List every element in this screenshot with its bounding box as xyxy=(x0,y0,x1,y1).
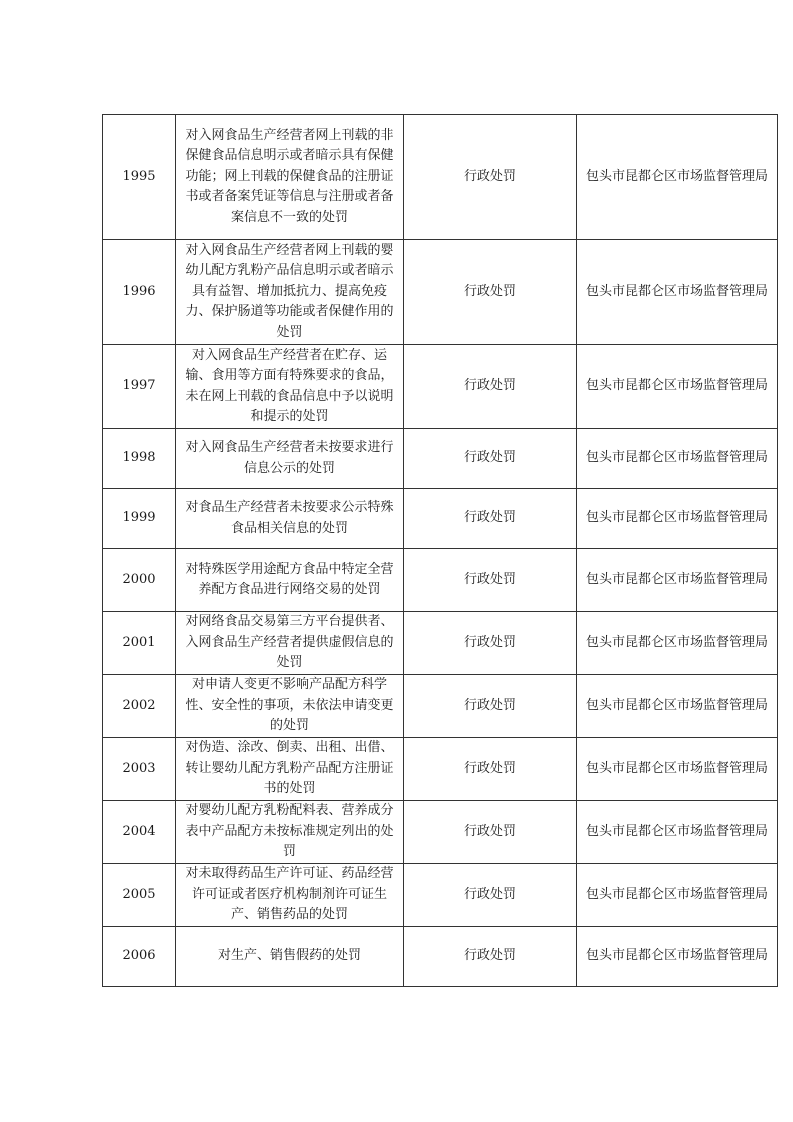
row-number: 2001 xyxy=(103,612,176,675)
item-name: 对未取得药品生产许可证、药品经营许可证或者医疗机构制剂许可证生产、销售药品的处罚 xyxy=(176,864,404,927)
row-number: 2004 xyxy=(103,801,176,864)
row-number: 2002 xyxy=(103,675,176,738)
table-row xyxy=(103,429,778,489)
table-row xyxy=(103,675,778,738)
department: 包头市昆都仑区市场监督管理局 xyxy=(577,927,778,987)
item-type: 行政处罚 xyxy=(404,675,577,738)
item-type: 行政处罚 xyxy=(404,115,577,240)
department: 包头市昆都仑区市场监督管理局 xyxy=(577,738,778,801)
department: 包头市昆都仑区市场监督管理局 xyxy=(577,115,778,240)
department: 包头市昆都仑区市场监督管理局 xyxy=(577,675,778,738)
row-number: 2006 xyxy=(103,927,176,987)
row-number: 1995 xyxy=(103,115,176,240)
item-name: 对入网食品生产经营者网上刊载的婴幼儿配方乳粉产品信息明示或者暗示具有益智、增加抵抗力、提高免疫力、保护肠道等功能或者保健作用的处罚 xyxy=(176,240,404,345)
table-row xyxy=(103,115,778,240)
item-type: 行政处罚 xyxy=(404,549,577,612)
item-name: 对网络食品交易第三方平台提供者、入网食品生产经营者提供虚假信息的处罚 xyxy=(176,612,404,675)
item-name: 对婴幼儿配方乳粉配料表、营养成分表中产品配方未按标准规定列出的处罚 xyxy=(176,801,404,864)
item-name: 对入网食品生产经营者未按要求进行信息公示的处罚 xyxy=(176,429,404,489)
table-row xyxy=(103,240,778,345)
row-number: 1998 xyxy=(103,429,176,489)
row-number: 2000 xyxy=(103,549,176,612)
item-type: 行政处罚 xyxy=(404,489,577,549)
item-name: 对特殊医学用途配方食品中特定全营养配方食品进行网络交易的处罚 xyxy=(176,549,404,612)
row-number: 1999 xyxy=(103,489,176,549)
item-name: 对食品生产经营者未按要求公示特殊食品相关信息的处罚 xyxy=(176,489,404,549)
table-row xyxy=(103,549,778,612)
table-row xyxy=(103,489,778,549)
row-number: 1997 xyxy=(103,345,176,429)
row-number: 1996 xyxy=(103,240,176,345)
item-name: 对入网食品生产经营者在贮存、运输、食用等方面有特殊要求的食品，未在网上刊载的食品信息中予以说明和提示的处罚 xyxy=(176,345,404,429)
item-name: 对生产、销售假药的处罚 xyxy=(176,927,404,987)
item-type: 行政处罚 xyxy=(404,801,577,864)
table-row xyxy=(103,801,778,864)
item-type: 行政处罚 xyxy=(404,927,577,987)
item-type: 行政处罚 xyxy=(404,864,577,927)
item-name: 对申请人变更不影响产品配方科学性、安全性的事项，未依法申请变更的处罚 xyxy=(176,675,404,738)
table-row xyxy=(103,612,778,675)
department: 包头市昆都仑区市场监督管理局 xyxy=(577,240,778,345)
item-type: 行政处罚 xyxy=(404,240,577,345)
item-type: 行政处罚 xyxy=(404,612,577,675)
department: 包头市昆都仑区市场监督管理局 xyxy=(577,801,778,864)
department: 包头市昆都仑区市场监督管理局 xyxy=(577,612,778,675)
department: 包头市昆都仑区市场监督管理局 xyxy=(577,429,778,489)
power-list-table xyxy=(102,114,778,987)
department: 包头市昆都仑区市场监督管理局 xyxy=(577,864,778,927)
department: 包头市昆都仑区市场监督管理局 xyxy=(577,345,778,429)
department: 包头市昆都仑区市场监督管理局 xyxy=(577,549,778,612)
department: 包头市昆都仑区市场监督管理局 xyxy=(577,489,778,549)
item-type: 行政处罚 xyxy=(404,738,577,801)
item-type: 行政处罚 xyxy=(404,429,577,489)
item-type: 行政处罚 xyxy=(404,345,577,429)
table-row xyxy=(103,864,778,927)
item-name: 对入网食品生产经营者网上刊载的非保健食品信息明示或者暗示具有保健功能；网上刊载的保健食品的注册证书或者备案凭证等信息与注册或者备案信息不一致的处罚 xyxy=(176,115,404,240)
row-number: 2003 xyxy=(103,738,176,801)
row-number: 2005 xyxy=(103,864,176,927)
item-name: 对伪造、涂改、倒卖、出租、出借、转让婴幼儿配方乳粉产品配方注册证书的处罚 xyxy=(176,738,404,801)
table-row xyxy=(103,738,778,801)
table-row xyxy=(103,345,778,429)
table-row xyxy=(103,927,778,987)
